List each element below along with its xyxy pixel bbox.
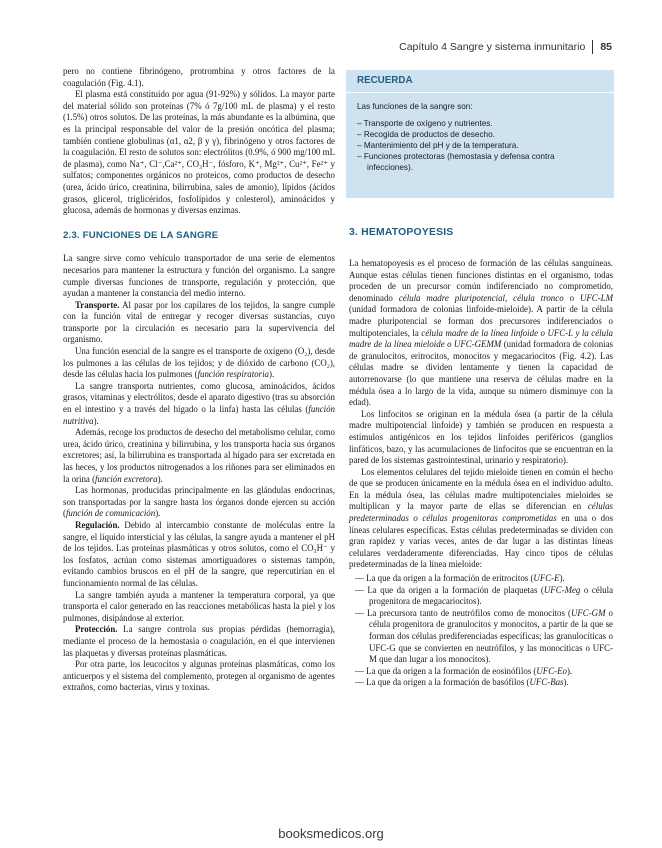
paragraph-text: La sangre transporta nutrientes, como glucosa, aminoácidos, ácidos grasos, vitaminas y electrólitos, desde el aparato digestivo (tras su absorción en el intestino y a través del hígado o la linfa) hasta las células ( <box>63 380 335 415</box>
emphasis: función excretora <box>95 473 158 484</box>
emphasis: función respiratoria <box>197 369 269 380</box>
paragraph: Por otra parte, los leucocitos y algunas proteínas plasmáticas, como los anticuerpos y el sistema del complemento, protegen al organismo de agentes extraños, como bacterias, virus y toxinas. <box>63 659 335 693</box>
paragraph <box>349 467 613 571</box>
paragraph-regulacion <box>63 520 335 590</box>
paragraph-text: o <box>563 292 580 303</box>
emphasis: células predeterminadas o células progenitoras comprometidas <box>349 501 613 524</box>
paragraph-text: ). <box>93 415 99 426</box>
list-item-text: ). <box>563 677 569 688</box>
emphasis: UFC-Bas <box>529 677 564 688</box>
list-item <box>349 608 613 666</box>
list-item-text: — La que da origen a la formación de eritrocitos ( <box>355 573 534 584</box>
page-header <box>399 40 612 54</box>
run-in-heading: Transporte. <box>75 299 120 310</box>
paragraph-text: ). <box>157 473 163 484</box>
paragraph-text: ). <box>269 369 275 380</box>
paragraph <box>63 485 335 520</box>
paragraph-text: (unidad formadora de colonias linfoide-mieloide). A partir de la célula madre pluripotencial se forman dos precursores indiferenciados o multipotenciales, la <box>349 304 613 338</box>
emphasis: UFC-Eo <box>536 665 567 676</box>
paragraph-text: Una función esencial de la sangre es el transporte de oxígeno (O₂), desde los pulmones a las células de los tejidos; y de dióxido de carbono (CO₂), desde las células hacia los pulmones ( <box>63 346 335 380</box>
run-in-heading: Protección. <box>75 624 118 635</box>
emphasis: célula madre pluripotencial, célula tronco <box>398 292 564 303</box>
section-heading-funciones: 2.3. FUNCIONES DE LA SANGRE <box>63 229 219 241</box>
watermark-link[interactable]: booksmedicos.org <box>278 826 384 841</box>
page-number: 85 <box>600 41 612 53</box>
list-item-text: — La que da origen a la formación de eosinófilos ( <box>355 665 537 676</box>
paragraph-text: Además, recoge los productos de desecho del metabolismo celular, como urea, ácido úrico, creatinina y bilirrubina, y los transporta hacia sus órganos excretores; así, la bilirrubina es transportada al hígado para ser excretada en las heces, y los productos nitrogenados a los riñones para ser eliminados en la orina ( <box>63 427 335 484</box>
recuerda-title: RECUERDA <box>346 70 614 93</box>
paragraph-text: (unidad formadora de colonias de granulocitos, eritrocitos, monocitos y megacariocitos (Fig. 4.2). Las células madre se dividen lentamente y tienen la capacidad de autorrenovarse (lo que mantiene una reserva de células madre en la médula ósea a lo largo de la vida, aunque su número disminuye con la edad). <box>349 339 613 408</box>
recuerda-item: – Mantenimiento del pH y de la temperatura. <box>357 141 519 150</box>
list-item <box>349 677 613 689</box>
paragraph: pero no contiene fibrinógeno, protrombina y otros factores de la coagulación (Fig. 4.1). <box>63 66 335 88</box>
paragraph <box>63 381 335 427</box>
recuerda-list <box>346 118 614 173</box>
chapter-title: Capítulo 4 Sangre y sistema inmunitario <box>399 41 586 53</box>
list-item-text: o célula progenitora de megacariocitos). <box>369 584 614 607</box>
paragraph-text: ). <box>155 508 161 519</box>
right-column <box>349 258 613 689</box>
paragraph: La sangre sirve como vehículo transportador de una serie de elementos necesarios para mantener la estructura y función del organismo. La sangre cumple diversas funciones de transporte, regulación y protección, que ayudan a mantener la constancia del medio interno. <box>63 253 335 299</box>
list-item-text: — La precursora tanto de neutrófilos como de monocitos ( <box>355 607 571 618</box>
paragraph-text: Los elementos celulares del tejido mieloide tienen en común el hecho de que se producen únicamente en la médula ósea en el individuo adulto. En la médula ósea, las células madre multipotenciales mieloides se multiplican y la mayor parte de ellas se diferencian en <box>349 466 613 512</box>
list-item-text: — La que da origen a la formación de basófilos ( <box>355 677 530 688</box>
emphasis: función nutritiva <box>63 404 335 426</box>
recuerda-intro: Las funciones de la sangre son: <box>357 102 473 111</box>
paragraph: El plasma está constituido por agua (91-92%) y sólidos. La mayor parte del material sólido son proteínas (7% ó 7g/100 mL de plasma) y el resto (1.5%) otros solutos. De las proteínas, la más abundante es la albúmina, que es la principal responsable del valor de la presión oncótica del plasma; también contiene globulinas (α1, α2, β y γ), fibrinógeno y otros factores de la coagulación. El resto de solutos son: electrólitos (0.9%, ó 900 mg/100 mL de plasma), como Na⁺, Cl⁻,Ca²⁺, CO₃H⁻, fósforo, K⁺, Mg²⁺, Cu²⁺, Fe²⁺ y sulfatos; componentes orgánicos no proteicos, como productos de desecho (urea, ácido úrico, creatinina, bilirrubina, sales de amonio), lípidos (ácidos grasos, glicerol, triglicéridos, fosfolípidos y colesterol), aminoácidos y glucosa, además de hormonas y diversas enzimas. <box>63 89 335 216</box>
paragraph-text: La hematopoyesis es el proceso de formación de las células sanguíneas. Aunque estas células tienen funciones distintas en el organismo, todas proceden de un precursor común indiferenciado no comprometido, denominado <box>349 258 613 303</box>
left-column <box>63 66 335 694</box>
paragraph-proteccion <box>63 624 335 659</box>
paragraph-text: Al pasar por los capilares de los tejidos, la sangre cumple con la función vital de entregar y recoger diversas sustancias, cuyo transporte por la circulación es necesario para la supervivencia del organismo. <box>63 299 335 345</box>
section-heading-hematopoyesis: 3. HEMATOPOYESIS <box>349 227 454 238</box>
emphasis: célula madre de la línea linfoide o UFC-L y la célula madre de la línea mieloide o UFC-GEMM <box>349 327 613 350</box>
paragraph-text: La sangre controla sus propias pérdidas (hemorragia), mediante el proceso de la hemostasia o coagulación, en el que intervienen las plaquetas y diversas proteínas plasmáticas. <box>63 624 335 658</box>
recuerda-item: – Funciones protectoras (hemostasia y defensa contra infecciones). <box>357 152 555 172</box>
paragraph-text: en una o dos líneas celulares específicas. Estas células predeterminadas se dividen con gran rapidez y varias veces, antes de dar lugar a las distintas líneas celulares verdaderamente diferenciadas. Hay cinco tipos de células predeterminadas de la línea mieloide: <box>349 513 613 570</box>
list-item <box>349 585 613 608</box>
emphasis: UFC-Meg <box>543 584 581 595</box>
paragraph: Los linfocitos se originan en la médula ósea (a partir de la célula madre multipotencial linfoide) y también se producen en respuesta a estímulos antigénicos en los tejidos linfoides periféricos (ganglios linfáticos, bazo, y las acumulaciones de linfocitos que se encuentran en la pared de los sistemas gastrointestinal, urinario y respiratorio). <box>349 408 613 466</box>
paragraph-text: Las hormonas, producidas principalmente en las glándulas endocrinas, son transportadas por la sangre hasta los órganos donde ejercen su acción ( <box>63 485 335 519</box>
paragraph-text: Debido al intercambio constante de moléculas entre la sangre, el líquido intersticial y las células, la sangre ayuda a mantener el pH de los tejidos. Las proteínas plasmáticas y otros solutos, como el CO₃H⁻ y los fosfatos, actúan como sistemas amortiguadores o sistemas tampón, evitando cambios bruscos en el pH de la sangre, que repercutirían en el funcionamiento normal de las células. <box>63 519 335 588</box>
recuerda-box <box>346 70 614 198</box>
paragraph <box>63 427 335 485</box>
header-divider <box>592 40 593 54</box>
emphasis: función de comunicación <box>65 508 156 519</box>
paragraph-transporte <box>63 300 335 346</box>
paragraph <box>349 258 613 409</box>
run-in-heading: Regulación. <box>75 519 120 530</box>
emphasis: UFC-GM <box>570 607 606 618</box>
emphasis: UFC-E <box>533 573 560 584</box>
list-item-text: o célula progenitora de granulocitos y monocitos, a partir de la que se forman dos células prediferenciadas específicas; las granulocíticas o UFC-G que se convierten en neutrófilos, y las monocíticas o UFC-M que dan lugar a los monocitos). <box>369 607 613 665</box>
recuerda-item: – Transporte de oxígeno y nutrientes. <box>357 119 493 128</box>
list-item-text: — La que da origen a la formación de plaquetas ( <box>355 584 544 595</box>
progenitor-list <box>349 573 613 689</box>
paragraph: La sangre también ayuda a mantener la temperatura corporal, ya que transporta el calor generado en las reacciones metabólicas hasta la piel y los pulmones, disipándose al exterior. <box>63 589 335 623</box>
list-item <box>349 666 613 678</box>
list-item <box>349 573 613 585</box>
emphasis: UFC-LM <box>579 292 613 303</box>
recuerda-item: – Recogida de productos de desecho. <box>357 130 495 139</box>
list-item-text: ). <box>559 573 565 584</box>
paragraph <box>63 346 335 381</box>
list-item-text: ). <box>566 665 573 676</box>
